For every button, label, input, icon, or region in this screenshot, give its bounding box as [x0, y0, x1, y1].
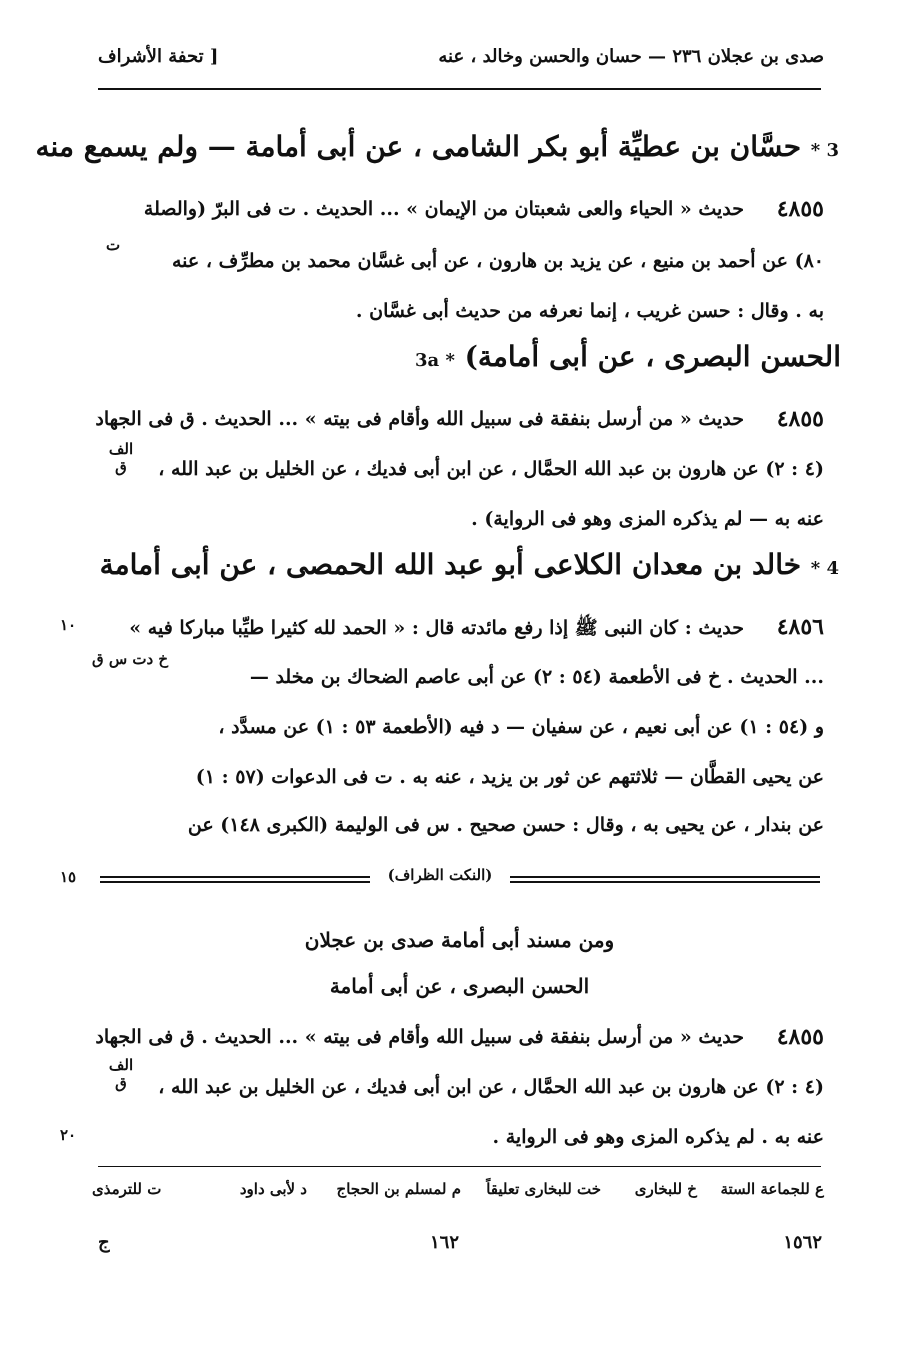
section-marker: 3a *	[415, 350, 455, 371]
abbrev-item: م لمسلم بن الحجاج	[336, 1180, 461, 1198]
hadith-line: عنه به . لم يذكره المزى وهو فى الرواية .	[492, 1126, 824, 1148]
hadith-line: به . وقال : حسن غريب ، إنما نعرفه من حديث أبى غسَّان .	[355, 300, 824, 322]
section-marker: 4 *	[810, 558, 839, 579]
section-marker: 3 *	[810, 140, 839, 161]
hadith-line: حديث « الحياء والعى شعبتان من الإيمان » ... الحديث . ت فى البرّ (والصلة	[143, 198, 744, 220]
running-header-left: [ تحفة الأشراف	[98, 46, 219, 67]
volume-page-number: ١٥٦٢	[783, 1232, 822, 1253]
margin-siglum: خ دت س ق	[92, 650, 169, 668]
nukat-heading: ومن مسند أبى أمامة صدى بن عجلان	[304, 928, 615, 952]
abbrev-item: ت للترمذى	[92, 1180, 162, 1198]
page-letter: ج	[98, 1232, 110, 1253]
abbrev-item: خت للبخارى تعليقاً	[486, 1180, 601, 1198]
section-title: حسَّان بن عطيِّة أبو بكر الشامى ، عن أبى أمامة — ولم يسمع منه	[35, 130, 802, 163]
abbrev-item: د لأبى داود	[239, 1180, 307, 1198]
header-rule	[98, 88, 821, 90]
margin-siglum: الف ق	[108, 1056, 134, 1092]
hadith-line: ... الحديث . خ فى الأطعمة (٥٤ : ٢) عن أبى عاصم الضحاك بن مخلد —	[249, 666, 824, 688]
section-3-heading	[35, 130, 839, 163]
hadith-number: ٤٨٥٥	[776, 406, 824, 432]
line-number-20: ٢٠	[60, 1126, 77, 1144]
abbrev-item: خ للبخارى	[634, 1180, 697, 1198]
footer-rule	[98, 1166, 821, 1167]
hadith-line: عن بندار ، عن يحيى به ، وقال : حسن صحيح . س فى الوليمة (الكبرى ١٤٨) عن	[187, 814, 824, 836]
hadith-line: (٤ : ٢) عن هارون بن عبد الله الحمَّال ، عن ابن أبى فديك ، عن الخليل بن عبد الله ،	[158, 458, 824, 480]
line-number-15: ١٥	[60, 868, 77, 886]
nukat-subheading: الحسن البصرى ، عن أبى أمامة	[329, 974, 590, 998]
hadith-line: ٨٠) عن أحمد بن منيع ، عن يزيد بن هارون ، عن أبى غسَّان محمد بن مطرِّف ، عنه	[171, 250, 824, 272]
hadith-line: و (٥٤ : ١) عن أبى نعيم ، عن سفيان — د فيه (الأطعمة ٥٣ : ١) عن مسدَّد ،	[218, 716, 824, 738]
hadith-line: عن يحيى القطَّان — ثلاثتهم عن ثور بن يزيد ، عنه به . ت فى الدعوات (٥٧ : ١)	[195, 766, 824, 788]
hadith-number: ٤٨٥٥	[776, 1024, 824, 1050]
running-header-right: صدى بن عجلان ٢٣٦ — حسان والحسن وخالد ، عنه	[438, 46, 824, 67]
hadith-line: (٤ : ٢) عن هارون بن عبد الله الحمَّال ، عن ابن أبى فديك ، عن الخليل بن عبد الله ،	[158, 1076, 824, 1098]
hadith-line: عنه به — لم يذكره المزى وهو فى الرواية) .	[471, 508, 824, 530]
section-title: خالد بن معدان الكلاعى أبو عبد الله الحمصى ، عن أبى أمامة	[99, 548, 802, 581]
line-number-10: ١٠	[60, 616, 77, 634]
section-3a-heading	[415, 340, 841, 373]
section-title: (الحسن البصرى ، عن أبى أمامة	[464, 340, 841, 373]
separator-label: (النكت الظراف)	[370, 866, 510, 884]
page-number: ١٦٢	[430, 1232, 460, 1253]
section-4-heading	[100, 548, 839, 581]
margin-siglum: الف ق	[108, 440, 134, 476]
hadith-number: ٤٨٥٦	[776, 614, 824, 640]
hadith-number: ٤٨٥٥	[776, 196, 824, 222]
hadith-line: حديث : كان النبى ﷺ إذا رفع مائدته قال : « الحمد لله كثيرا طيِّبا مباركا فيه »	[129, 617, 744, 639]
hadith-line: حديث « من أرسل بنفقة فى سبيل الله وأقام فى بيته » ... الحديث . ق فى الجهاد	[95, 408, 744, 430]
margin-siglum: ت	[106, 236, 121, 254]
abbrev-item: ع للجماعة الستة	[720, 1180, 824, 1198]
hadith-line: حديث « من أرسل بنفقة فى سبيل الله وأقام فى بيته » ... الحديث . ق فى الجهاد	[95, 1026, 744, 1048]
